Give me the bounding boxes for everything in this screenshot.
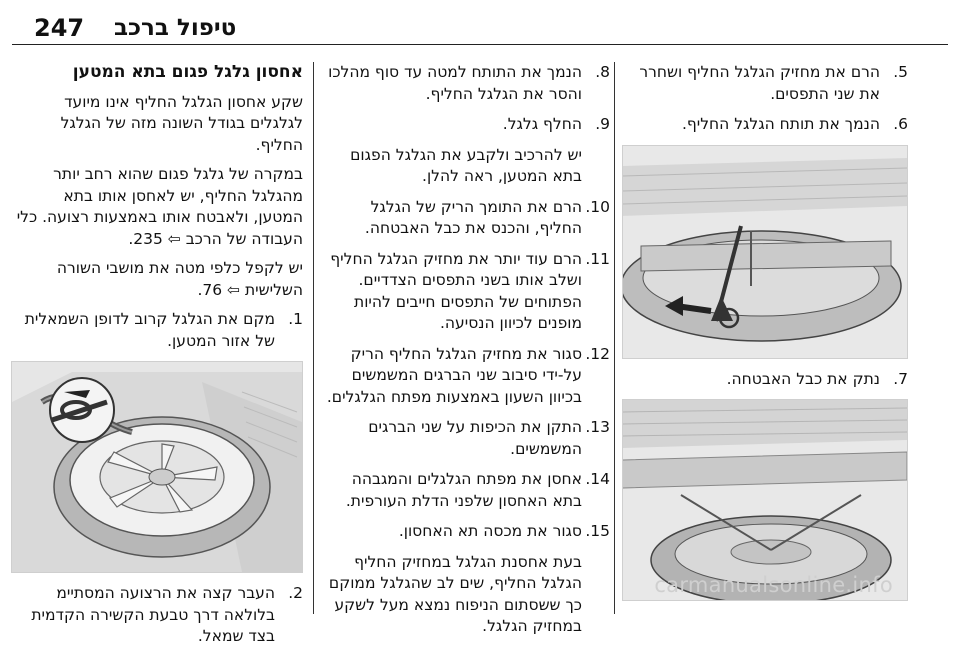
step-text: אחסן את מפתח הגלגלים והמגבהה בתא האחסון שלפני הדלת העורפית. [345, 470, 582, 510]
step-number: 8. [595, 63, 610, 81]
instruction-step [320, 417, 610, 460]
step-text: הנמך את התותח למטה עד סוף מהלכו והסר את הגלגל החליף. [328, 63, 582, 103]
step-text: בעת אחסנת הגלגל במחזיק החליף הגלגל החליף, שים לב שהגלגל ממוקם כך ששסתום הניפוח נמצא מעל לשקע במחזיק הגלגל. [328, 552, 582, 635]
column-divider [614, 62, 615, 614]
step-number: 13. [585, 418, 610, 436]
step-number: 14. [585, 470, 610, 488]
instruction-step [11, 583, 303, 648]
instruction-step [320, 344, 610, 409]
step-text: נתק את כבל האבטחה. [726, 369, 880, 388]
instruction-step [320, 249, 610, 335]
wheel-carrier-illustration [622, 146, 907, 358]
instruction-step [622, 369, 908, 391]
spare-wheel-carrier-figure [622, 145, 908, 359]
step-text: החלף גלגל. [502, 115, 582, 133]
page-number: 247 [34, 14, 85, 42]
step-text: סגור את מכסה תא האחסון. [398, 522, 582, 540]
instruction-step [11, 309, 303, 352]
instruction-step [320, 62, 610, 105]
paragraph: שקע אחסון הגלגל החליף אינו מיועד לגלגלים בגודל השונה מזה של הגלגל החליף. [60, 92, 303, 154]
step-text: התקן את הכיפות על שני הברגים המשמשים. [368, 418, 582, 458]
step-number: 15. [585, 522, 610, 540]
step-number: 10. [585, 197, 610, 216]
instruction-step [622, 114, 908, 136]
step-number: 9. [595, 115, 610, 133]
middle-column [320, 62, 610, 647]
step-number: 7. [893, 369, 908, 388]
column-divider [313, 62, 314, 614]
step-number: 2. [288, 584, 303, 602]
step-text: העבר קצה את הרצועה המסתיימ בלולאה דרך טבעת הקשירה הקדמית בצד שמאל. [31, 584, 275, 645]
paragraph: יש לקפל כלפי מטה את מושבי השורה השלישית ⇦ 76. [56, 259, 303, 299]
instruction-step [320, 197, 610, 240]
step-text: הנמך את תותח הגלגל החליף. [681, 115, 880, 133]
instruction-step [320, 469, 610, 512]
instruction-step [320, 114, 610, 136]
left-column [11, 62, 303, 657]
step-text: הרם את מחזיק הגלגל החליף ושחרר את שני התפסים. [639, 63, 880, 103]
instruction-note [320, 552, 610, 638]
step-number [582, 145, 610, 188]
instruction-note [320, 145, 610, 188]
spare-wheel-lowered-figure [622, 399, 908, 601]
spare-wheel-strap-figure [11, 361, 303, 573]
step-number: 6. [893, 115, 908, 133]
wheel-strap-illustration [12, 362, 302, 572]
step-text: סגור את מחזיק הגלגל החליף הריק על-ידי סיבוב שני הברגים המשמשים בכיוון השעון באמצעות מפתח הגלגלים. [326, 344, 582, 406]
step-number: 5. [893, 63, 908, 81]
right-column [622, 62, 908, 601]
step-text: הרם את התומך הריק של הגלגל החליף, והכנס את כבל האבטחה. [364, 197, 582, 237]
wheel-lowered-illustration [622, 400, 907, 600]
instruction-step [320, 521, 610, 543]
step-text: מקם את הגלגל קרוב לדופן השמאלית של אזור המטען. [24, 310, 275, 350]
step-text: יש להרכיב ולקבע את הגלגל הפגום בתא המטען, ראה להלן. [350, 145, 582, 185]
step-number: 12. [585, 344, 610, 363]
watermark: carmanualsonline.info [654, 572, 893, 597]
step-number [582, 552, 610, 638]
chapter-title: טיפול ברכב [114, 15, 237, 41]
instruction-step [622, 62, 908, 105]
section-heading: אחסון גלגל פגום בתא המטען [72, 62, 303, 82]
step-number: 1. [288, 310, 303, 328]
paragraph: במקרה של גלגל פגום שהוא רחב יותר מהגלגל החליף, יש לאחסן אותו בתא המטען, ולאבטח אותו באמצעות רצועה. כלי העבודה של הרכב ⇦ 235. [16, 165, 303, 248]
page-header [12, 14, 948, 45]
step-text: הרם עוד יותר את מחזיק הגלגל החליף ושלב אותו בשני התפסים הצדדיים. הפתוחים של התפסים חייבים להיות מופנים לכיוון הנסיעה. [330, 249, 582, 332]
step-number: 11. [585, 249, 610, 268]
